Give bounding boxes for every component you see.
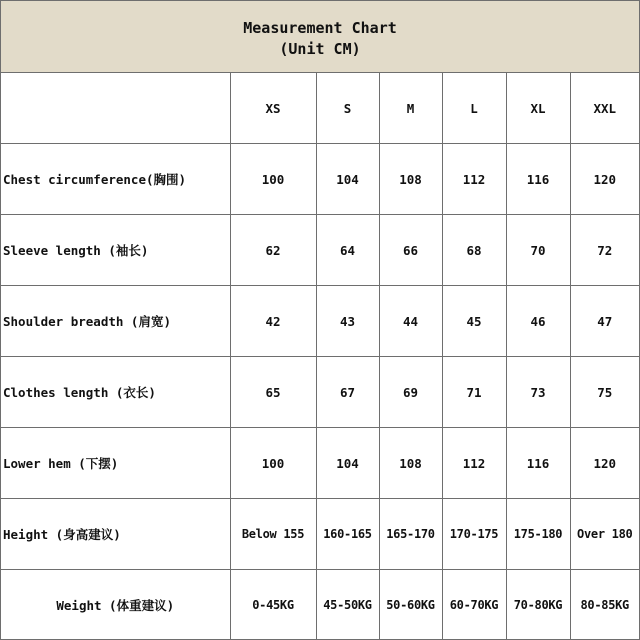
table-cell: 66 <box>379 215 442 286</box>
table-row <box>1 286 639 357</box>
chart-unit: (Unit CM) <box>279 40 361 58</box>
table-cell: 73 <box>506 357 570 428</box>
table-cell: 80-85KG <box>570 570 639 640</box>
table-row <box>1 215 639 286</box>
table-row <box>1 428 639 499</box>
row-label: Chest circumference(胸围) <box>1 144 230 215</box>
row-label: Sleeve length (袖长) <box>1 215 230 286</box>
table-cell: 65 <box>230 357 316 428</box>
row-label: Height (身高建议) <box>1 499 230 570</box>
size-header-cell: S <box>316 73 379 144</box>
row-label: Weight (体重建议) <box>1 570 230 640</box>
table-cell: 160-165 <box>316 499 379 570</box>
table-cell: 70-80KG <box>506 570 570 640</box>
table-cell: 60-70KG <box>442 570 506 640</box>
row-label: Lower hem (下摆) <box>1 428 230 499</box>
table-cell: 108 <box>379 144 442 215</box>
table-cell: 104 <box>316 144 379 215</box>
table-cell: 175-180 <box>506 499 570 570</box>
table-cell: 72 <box>570 215 639 286</box>
table-cell: 69 <box>379 357 442 428</box>
size-header-row <box>1 73 639 144</box>
table-cell: 108 <box>379 428 442 499</box>
size-header-cell: XXL <box>570 73 639 144</box>
table-cell: 68 <box>442 215 506 286</box>
table-cell: 45 <box>442 286 506 357</box>
table-cell: 70 <box>506 215 570 286</box>
table-cell: 112 <box>442 144 506 215</box>
chart-title: Measurement Chart <box>243 19 397 37</box>
table-cell: 165-170 <box>379 499 442 570</box>
row-label: Shoulder breadth (肩宽) <box>1 286 230 357</box>
table-cell: 46 <box>506 286 570 357</box>
table-row <box>1 499 639 570</box>
table-cell: 104 <box>316 428 379 499</box>
table-cell: Below 155 <box>230 499 316 570</box>
table-cell: 50-60KG <box>379 570 442 640</box>
table-cell: 45-50KG <box>316 570 379 640</box>
table-cell: 0-45KG <box>230 570 316 640</box>
table-cell: 64 <box>316 215 379 286</box>
size-header-cell: L <box>442 73 506 144</box>
table-cell: 42 <box>230 286 316 357</box>
table-row <box>1 570 639 640</box>
table-cell: 100 <box>230 144 316 215</box>
table-cell: 47 <box>570 286 639 357</box>
table-row <box>1 144 639 215</box>
size-table <box>1 73 639 640</box>
table-cell: 116 <box>506 144 570 215</box>
size-header-cell: M <box>379 73 442 144</box>
table-cell: 100 <box>230 428 316 499</box>
table-cell: 116 <box>506 428 570 499</box>
row-label: Clothes length (衣长) <box>1 357 230 428</box>
table-cell: 112 <box>442 428 506 499</box>
table-cell: 67 <box>316 357 379 428</box>
table-cell: 120 <box>570 428 639 499</box>
table-row <box>1 357 639 428</box>
table-cell: 71 <box>442 357 506 428</box>
table-cell: 75 <box>570 357 639 428</box>
table-cell: 44 <box>379 286 442 357</box>
size-header-cell: XS <box>230 73 316 144</box>
size-header-cell: XL <box>506 73 570 144</box>
chart-header <box>1 1 639 73</box>
table-cell: 62 <box>230 215 316 286</box>
table-cell: 170-175 <box>442 499 506 570</box>
table-cell: 43 <box>316 286 379 357</box>
corner-cell <box>1 73 230 144</box>
table-cell: Over 180 <box>570 499 639 570</box>
table-cell: 120 <box>570 144 639 215</box>
